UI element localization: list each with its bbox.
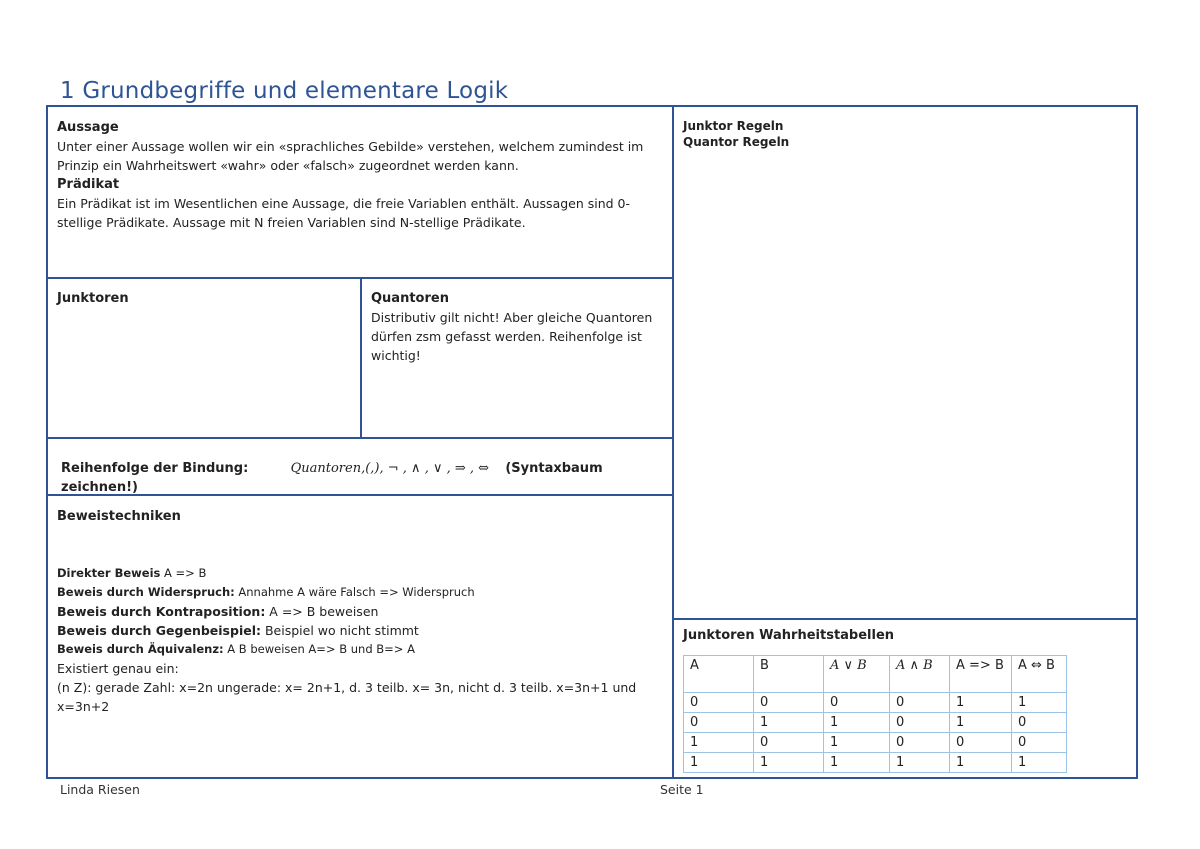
table-header-cell: B [754,656,824,693]
beweis-item: Beweis durch Äquivalenz: A B beweisen A=> B und B=> A [57,642,415,656]
wahrheitstabellen-heading: Junktoren Wahrheitstabellen [683,628,895,643]
table-cell: 1 [824,733,890,753]
table-header-row [684,656,1067,693]
table-cell: 0 [684,713,754,733]
divider [360,277,362,439]
table-header-cell: A ∨ B [824,656,890,693]
table-row [684,753,1067,773]
table-cell: 0 [1012,733,1067,753]
beweis-section [57,507,661,716]
bindung-section [61,459,671,497]
table-cell: 1 [950,693,1012,713]
beweis-item: Direkter Beweis A => B [57,566,207,580]
praedikat-heading: Prädikat [57,177,120,192]
table-cell: 0 [890,713,950,733]
footer-author: Linda Riesen [60,782,140,797]
table-cell: 0 [1012,713,1067,733]
quantoren-text: Distributiv gilt nicht! Aber gleiche Quantoren dürfen zsm gefasst werden. Reihenfolge ist wichtig! [371,310,653,363]
table-cell: 0 [824,693,890,713]
junktor-regeln-heading: Junktor Regeln [683,119,784,133]
table-cell: 1 [1012,753,1067,773]
bindung-order-symbols: ,(,), ¬ , ∧ , ∨ , ⇒ , ⇔ [361,461,490,476]
truth-table [683,655,1067,773]
table-cell: 1 [684,733,754,753]
table-cell: 1 [754,753,824,773]
bindung-note: (Syntaxbaum zeichnen!) [61,461,603,495]
table-cell: 0 [950,733,1012,753]
table-cell: 1 [950,713,1012,733]
table-cell: 0 [890,693,950,713]
table-header-cell: A [684,656,754,693]
junktoren-section [57,289,347,308]
table-row [684,713,1067,733]
beweis-item: Beweis durch Widerspruch: Annahme A wäre Falsch => Widerspruch [57,585,475,599]
table-cell: 0 [754,733,824,753]
beweis-item: Beweis durch Kontraposition: A => B beweisen [57,604,379,619]
divider [672,618,1138,620]
table-cell: 1 [824,753,890,773]
table-cell: 1 [824,713,890,733]
junktoren-heading: Junktoren [57,291,129,306]
table-cell: 1 [684,753,754,773]
table-header-cell: A ∧ B [890,656,950,693]
bindung-order-word: Quantoren [290,461,362,476]
table-cell: 0 [754,693,824,713]
bindung-label: Reihenfolge der Bindung: [61,461,249,476]
table-cell: 0 [684,693,754,713]
beweis-heading: Beweistechniken [57,509,181,524]
quantoren-heading: Quantoren [371,291,449,306]
table-cell: 1 [950,753,1012,773]
table-cell: 0 [890,733,950,753]
wahrheitstabellen-section [683,626,1123,773]
existiert-text: Existiert genau ein: [57,661,179,676]
aussage-heading: Aussage [57,120,119,135]
page-title: 1 Grundbegriffe und elementare Logik [60,78,509,104]
table-cell: 1 [890,753,950,773]
table-cell: 1 [1012,693,1067,713]
table-cell: 1 [754,713,824,733]
footer-page-number: Seite 1 [660,782,704,797]
quantoren-section [371,289,663,365]
regeln-section [683,118,1123,150]
table-header-cell: A => B [950,656,1012,693]
aussage-text: Unter einer Aussage wollen wir ein «sprachliches Gebilde» verstehen, welchem zumindest im Prinzip ein Wahrheitswert «wahr» oder «falsch» zugeordnet werden kann. [57,139,644,173]
nz-text: (n Z): gerade Zahl: x=2n ungerade: x= 2n+1, d. 3 teilb. x= 3n, nicht d. 3 teilb. x=3n+1 und x=3n+2 [57,680,637,714]
table-row [684,733,1067,753]
aussage-section [57,118,661,232]
table-header-cell: A ⇔ B [1012,656,1067,693]
beweis-item: Beweis durch Gegenbeispiel: Beispiel wo nicht stimmt [57,623,419,638]
praedikat-text: Ein Prädikat ist im Wesentlichen eine Aussage, die freie Variablen enthält. Aussagen sind 0-stellige Prädikate. Aussage mit N freien Variablen sind N-stellige Prädikate. [57,196,631,230]
quantor-regeln-heading: Quantor Regeln [683,135,790,149]
table-row [684,693,1067,713]
